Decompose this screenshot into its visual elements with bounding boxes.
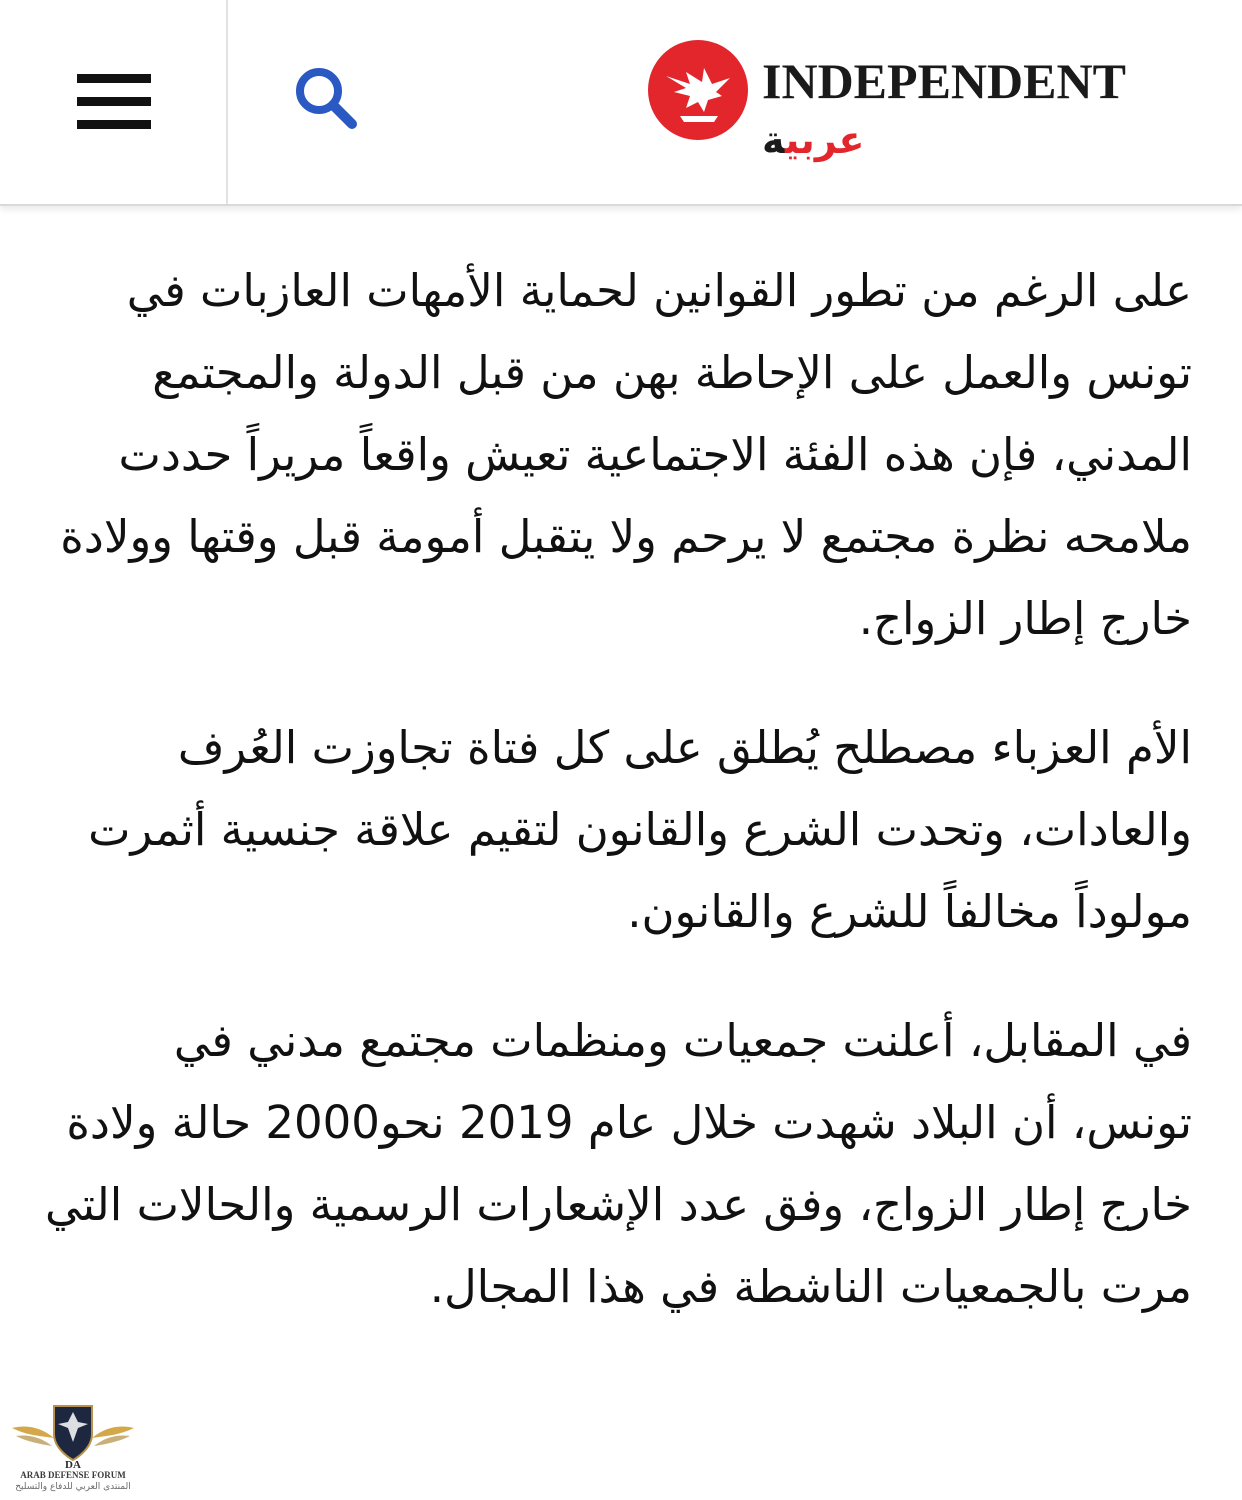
logo-arabic-name <box>762 118 864 162</box>
hamburger-menu-icon-line <box>77 97 151 106</box>
forum-name: ARAB DEFENSE FORUM <box>20 1470 126 1480</box>
article-paragraph: في المقابل، أعلنت جمعيات ومنظمات مجتمع مدني في تونس، أن البلاد شهدت خلال عام 2019 نحو2000 حالة ولادة خارج إطار الزواج، وفق عدد الإشعارات الرسمية والحالات التي مرت بالجمعيات الناشطة في هذا المجال. <box>44 1014 1192 1313</box>
forum-da-letters <box>8 1458 138 1470</box>
hamburger-menu-icon-line <box>77 120 151 129</box>
article-paragraph: على الرغم من تطور القوانين لحماية الأمهات العازبات في تونس والعمل على الإحاطة بهن من قبل الدولة والمجتمع المدني، فإن هذه الفئة الاجتماعية تعيش واقعاً مريراً حددت ملامحه نظرة مجتمع لا يرحم ولا يتقبل أمومة قبل وقتها وولادة خارج إطار الزواج. <box>60 264 1192 645</box>
search-icon <box>286 58 366 138</box>
hamburger-menu-button[interactable] <box>0 0 228 204</box>
forum-arabic-name: المنتدى العربي للدفاع والتسليح <box>15 1482 131 1492</box>
logo-arabic-dark-part: ة <box>762 118 786 162</box>
article-body <box>40 250 1192 1375</box>
arab-defense-forum-watermark <box>8 1398 138 1498</box>
hamburger-menu-icon-line <box>77 74 151 83</box>
independent-arabia-logo[interactable] <box>640 30 1200 180</box>
eagle-emblem-icon <box>646 38 750 142</box>
article-paragraph: الأم العزباء مصطلح يُطلق على كل فتاة تجاوزت العُرف والعادات، وتحدت الشرع والقانون لتقيم علاقة جنسية أثمرت مولوداً مخالفاً للشرع والقانون. <box>88 721 1192 938</box>
search-button[interactable] <box>286 58 366 138</box>
forum-logo-letters: DA <box>65 1459 81 1470</box>
logo-arabic-red-part: عربي <box>785 118 865 162</box>
top-navigation-bar <box>0 0 1242 206</box>
logo-brand-name: INDEPENDENT <box>762 53 1126 109</box>
